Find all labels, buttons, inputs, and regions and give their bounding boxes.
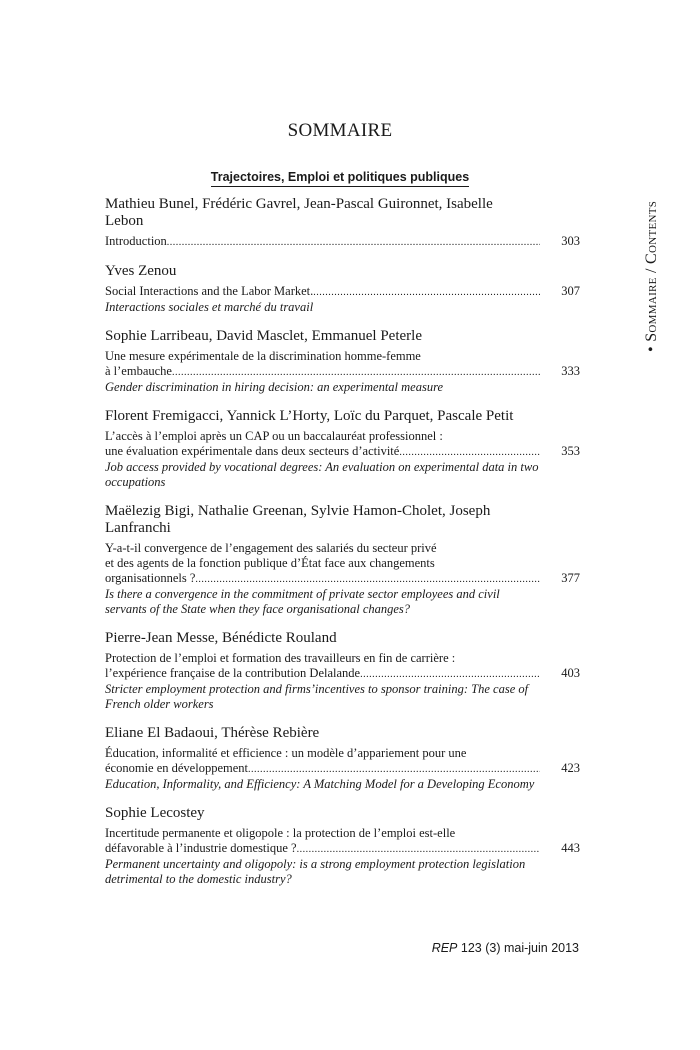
toc-entry [105, 630, 580, 712]
entry-page-number: 303 [561, 234, 580, 248]
toc-entry [105, 805, 580, 887]
entry-title-last-line [105, 284, 580, 300]
entry-title-line: Protection de l’emploi et formation des travailleurs en fin de carrière : [105, 651, 456, 665]
entry-authors: Sophie Lecostey [105, 805, 205, 821]
entry-translation: Education, Informality, and Efficiency: A Matching Model for a Developing Economy [105, 777, 535, 791]
entry-translation: Interactions sociales et marché du travail [105, 300, 314, 314]
entry-authors: Florent Fremigacci, Yannick L’Horty, Loïc du Parquet, Pascale Petit [105, 408, 514, 424]
entry-translation: Gender discrimination in hiring decision: an experimental measure [105, 380, 444, 394]
entry-page-number: 307 [561, 284, 580, 298]
entry-title [105, 541, 580, 587]
entry-translation: Job access provided by vocational degrees: An evaluation on experimental data in two occupations [105, 460, 539, 489]
entry-authors: Mathieu Bunel, Frédéric Gavrel, Jean-Pascal Guironnet, Isabelle Lebon [105, 196, 493, 229]
dot-leader [167, 235, 540, 250]
entry-title-last-line [105, 571, 580, 587]
side-label-text: Sommaire / Contents [643, 200, 660, 342]
footer-issue: 123 (3) mai-juin 2013 [460, 941, 579, 955]
entry-authors: Sophie Larribeau, David Masclet, Emmanuel Peterle [105, 328, 422, 344]
side-label-bullet: • [643, 346, 660, 352]
entry-page-number: 377 [561, 571, 580, 585]
entry-title-text: l’expérience française de la contribution Delalande [105, 666, 361, 680]
entry-authors: Yves Zenou [105, 263, 177, 279]
entry-title-last-line [105, 761, 580, 777]
entry-title-line: L’accès à l’emploi après un CAP ou un baccalauréat professionnel : [105, 429, 443, 443]
side-label [643, 201, 661, 352]
table-of-contents [105, 196, 580, 900]
toc-entry [105, 725, 580, 792]
entry-title [105, 826, 580, 857]
dot-leader [248, 762, 540, 777]
entry-title-line: Éducation, informalité et efficience : un modèle d’appariement pour une [105, 746, 467, 760]
entry-title-last-line [105, 364, 580, 380]
entry-title-last-line [105, 234, 580, 250]
entry-authors: Pierre-Jean Messe, Bénédicte Rouland [105, 630, 337, 646]
entry-page-number: 423 [561, 761, 580, 775]
entry-title-line: Incertitude permanente et oligopole : la protection de l’emploi est-elle [105, 826, 456, 840]
entry-title [105, 429, 580, 460]
dot-leader [172, 365, 540, 380]
entry-title-line: Une mesure expérimentale de la discrimination homme-femme [105, 349, 421, 363]
entry-title [105, 746, 580, 777]
toc-entry [105, 408, 580, 490]
toc-entry [105, 196, 580, 250]
entry-page-number: 403 [561, 666, 580, 680]
entry-title [105, 234, 580, 250]
section-heading [0, 168, 680, 187]
entry-authors: Maëlezig Bigi, Nathalie Greenan, Sylvie Hamon-Cholet, Joseph Lanfranchi [105, 503, 491, 536]
entry-page-number: 333 [561, 364, 580, 378]
dot-leader [399, 445, 540, 460]
entry-authors: Eliane El Badaoui, Thérèse Rebière [105, 725, 320, 741]
entry-title-text: Introduction [105, 234, 167, 248]
entry-title-line: Y-a-t-il convergence de l’engagement des salariés du secteur privé [105, 541, 437, 555]
toc-entry [105, 263, 580, 315]
entry-title-line: et des agents de la fonction publique d’État face aux changements [105, 556, 435, 570]
entry-title-last-line [105, 841, 580, 857]
footer-journal: REP [431, 941, 458, 955]
entry-translation: Stricter employment protection and firms’incentives to sponsor training: The case of French older workers [105, 682, 529, 711]
footer [0, 941, 579, 955]
dot-leader [360, 667, 540, 682]
entry-title-text: une évaluation expérimentale dans deux secteurs d’activité [105, 444, 400, 458]
entry-title-text: organisationnels ? [105, 571, 196, 585]
entry-title [105, 349, 580, 380]
entry-page-number: 443 [561, 841, 580, 855]
entry-title [105, 651, 580, 682]
section-heading-text: Trajectoires, Emploi et politiques publiques [211, 170, 469, 187]
page-title: SOMMAIRE [287, 120, 393, 141]
entry-title-last-line [105, 444, 580, 460]
entry-title-text: Social Interactions and the Labor Market. [105, 284, 314, 298]
dot-leader [195, 572, 540, 587]
entry-page-number: 353 [561, 444, 580, 458]
entry-title-text: économie en développement [105, 761, 248, 775]
entry-translation: Is there a convergence in the commitment of private sector employees and civil servants of the State when they face organisational changes? [105, 587, 500, 616]
toc-entry [105, 503, 580, 617]
entry-translation: Permanent uncertainty and oligopoly: is a strong employment protection legislation detrimental to the domestic industry? [105, 857, 526, 886]
entry-title-text: défavorable à l’industrie domestique ? [105, 841, 297, 855]
entry-title-text: à l’embauche [105, 364, 172, 378]
toc-entry [105, 328, 580, 395]
entry-title [105, 284, 580, 300]
dot-leader [297, 842, 540, 857]
dot-leader [313, 285, 540, 300]
entry-title-last-line [105, 666, 580, 682]
